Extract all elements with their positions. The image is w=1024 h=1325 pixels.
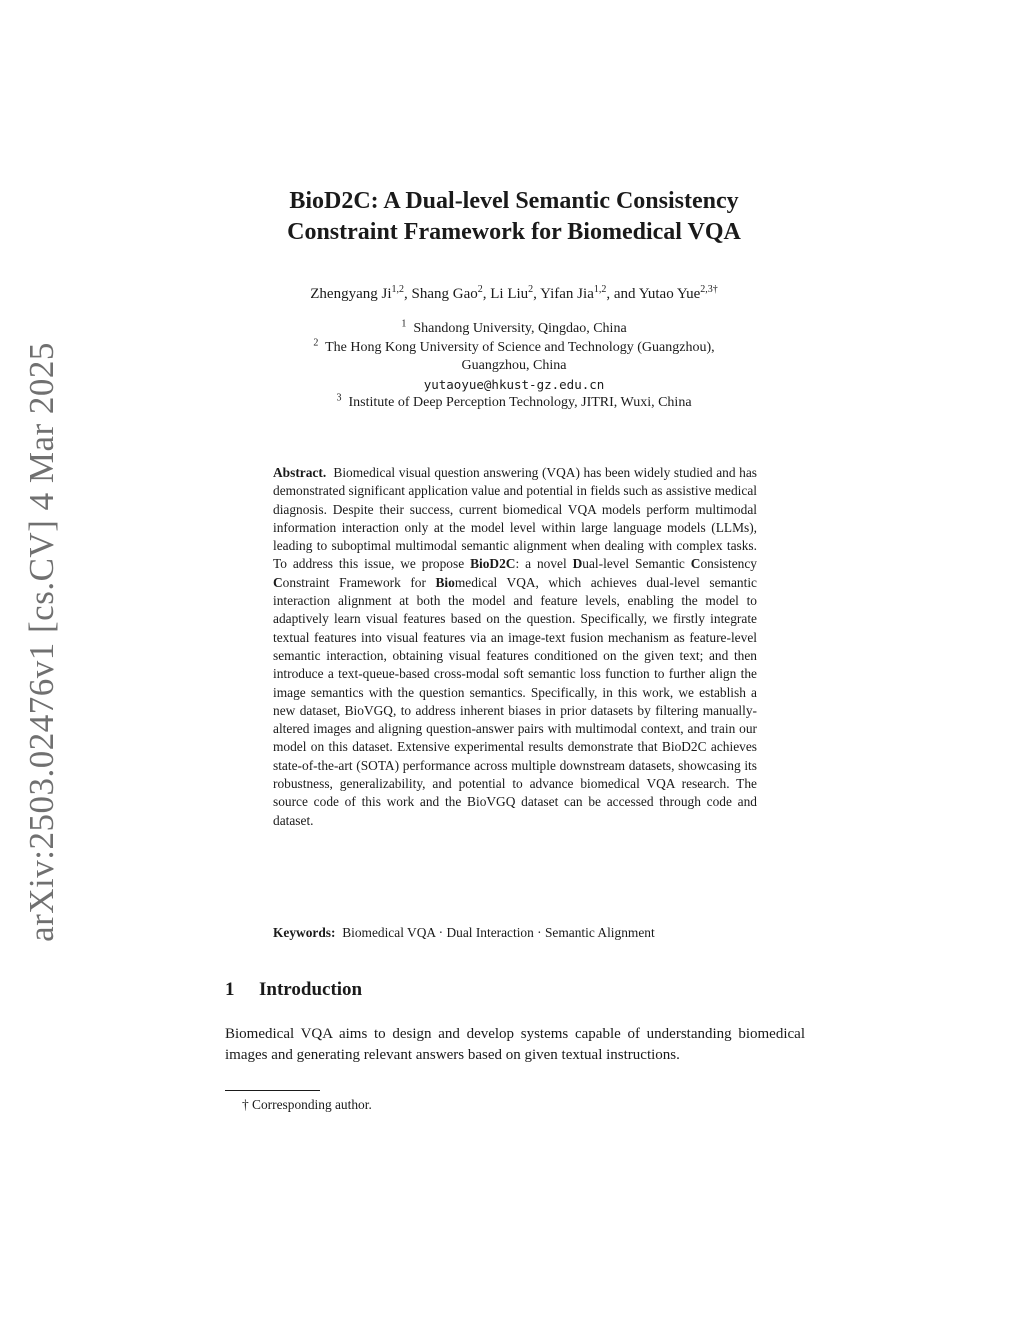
abstract-text: ual-level Semantic bbox=[582, 556, 691, 572]
abstract-text: Biomedical visual question answering (VQA) has been widely studied and has demonstrated significant application value and potential in fields such as assistive medical diagnosis. Despite their success, current biomedical VQA models perform multimodal information interaction only at the model level within large language models (LLMs), leading to suboptimal multimodal semantic alignment when dealing with complex tasks. To address this issue, we propose bbox=[273, 465, 757, 572]
affiliation-text: The Hong Kong University of Science and Technology (Guangzhou), bbox=[325, 339, 715, 355]
author-affil-mark: 1,2 bbox=[593, 284, 607, 295]
author-affil-mark: 2 bbox=[528, 284, 534, 295]
author-name: Shang Gao bbox=[411, 286, 478, 302]
abstract-bold: BioD2C bbox=[470, 556, 516, 572]
title-line-1: BioD2C: A Dual-level Semantic Consistency bbox=[289, 188, 739, 214]
arxiv-identifier: arXiv:2503.02476v1 [cs.CV] 4 Mar 2025 bbox=[22, 342, 61, 942]
author-name: Yutao Yue bbox=[638, 286, 701, 302]
affiliation-1 bbox=[200, 320, 828, 339]
abstract-text: medical VQA, which achieves dual-level semantic interaction alignment at both the model and feature levels, enabling the model to adaptively learn visual features based on the question. Specifically, we firstly integrate textual features into visual features via an image-text fusion mechanism as feature-level semantic interaction, obtaining visual features conditioned on the given text; and then introduce a text-queue-based cross-modal soft semantic loss function to further align the image semantics with the question semantics. Specifically, in this work, we establish a new dataset, BioVGQ, to address inherent biases in prior datasets by filtering manually-altered images and aligning question-answer pairs with multimodal context, and train our model on this dataset. Extensive experimental results demonstrate that BioD2C achieves state-of-the-art (SOTA) performance across multiple downstream datasets, showcasing its robustness, generalizability, and potential to advance biomedical VQA research. The source code of this work and the BioVGQ dataset can be accessed through code and dataset. bbox=[273, 574, 758, 828]
title-line-2: Constraint Framework for Biomedical VQA bbox=[287, 219, 741, 245]
affiliation-3 bbox=[200, 394, 828, 413]
author-separator: , and bbox=[606, 286, 639, 302]
section-number: 1 bbox=[225, 979, 235, 1000]
author-affil-mark: 2 bbox=[477, 284, 483, 295]
author-separator: , bbox=[403, 286, 412, 302]
abstract-text: onstraint Framework for bbox=[282, 574, 436, 590]
author-separator: , bbox=[533, 286, 541, 302]
keywords-text: Biomedical VQA · Dual Interaction · Semantic Alignment bbox=[342, 925, 655, 940]
footnote: † Corresponding author. bbox=[242, 1097, 372, 1112]
abstract-text: : a novel bbox=[515, 556, 573, 572]
author-separator: , bbox=[482, 286, 491, 302]
abstract-bold: Bio bbox=[435, 574, 455, 590]
author-name: Yifan Jia bbox=[540, 286, 594, 302]
abstract bbox=[273, 464, 757, 830]
keywords bbox=[273, 924, 757, 942]
keywords-label: Keywords: bbox=[273, 925, 336, 940]
section-heading bbox=[225, 978, 362, 1002]
affiliations bbox=[200, 320, 828, 413]
abstract-bold: C bbox=[690, 556, 701, 572]
abstract-label: Abstract. bbox=[273, 465, 327, 480]
author-name: Li Liu bbox=[490, 286, 529, 302]
abstract-bold: D bbox=[572, 556, 583, 572]
abstract-bold: C bbox=[273, 574, 283, 590]
author-affil-mark: 1,2 bbox=[391, 284, 404, 295]
affiliation-text: Institute of Deep Perception Technology, JITRI, Wuxi, China bbox=[348, 395, 692, 411]
contact-email[interactable]: yutaoyue@hkust-gz.edu.cn bbox=[423, 376, 605, 392]
affiliation-2 bbox=[200, 336, 828, 358]
abstract-text: onsistency bbox=[700, 556, 757, 572]
affiliation-mark: 1 bbox=[401, 318, 407, 330]
section-title: Introduction bbox=[259, 979, 363, 1000]
author-affil-mark: 2,3† bbox=[700, 284, 718, 295]
intro-paragraph: Biomedical VQA aims to design and develop systems capable of understanding biomedical images and generating relevant answers based on given textual instructions. bbox=[225, 1026, 805, 1063]
affiliation-mark: 3 bbox=[336, 392, 342, 404]
paper-title bbox=[200, 186, 828, 248]
footnote-divider bbox=[225, 1090, 320, 1091]
affiliation-mark: 2 bbox=[313, 336, 319, 348]
author-name: Zhengyang Ji bbox=[310, 286, 392, 302]
affiliation-text: Shandong University, Qingdao, China bbox=[413, 321, 627, 336]
affiliation-2-city: Guangzhou, China bbox=[461, 358, 567, 374]
author-list bbox=[200, 284, 828, 304]
